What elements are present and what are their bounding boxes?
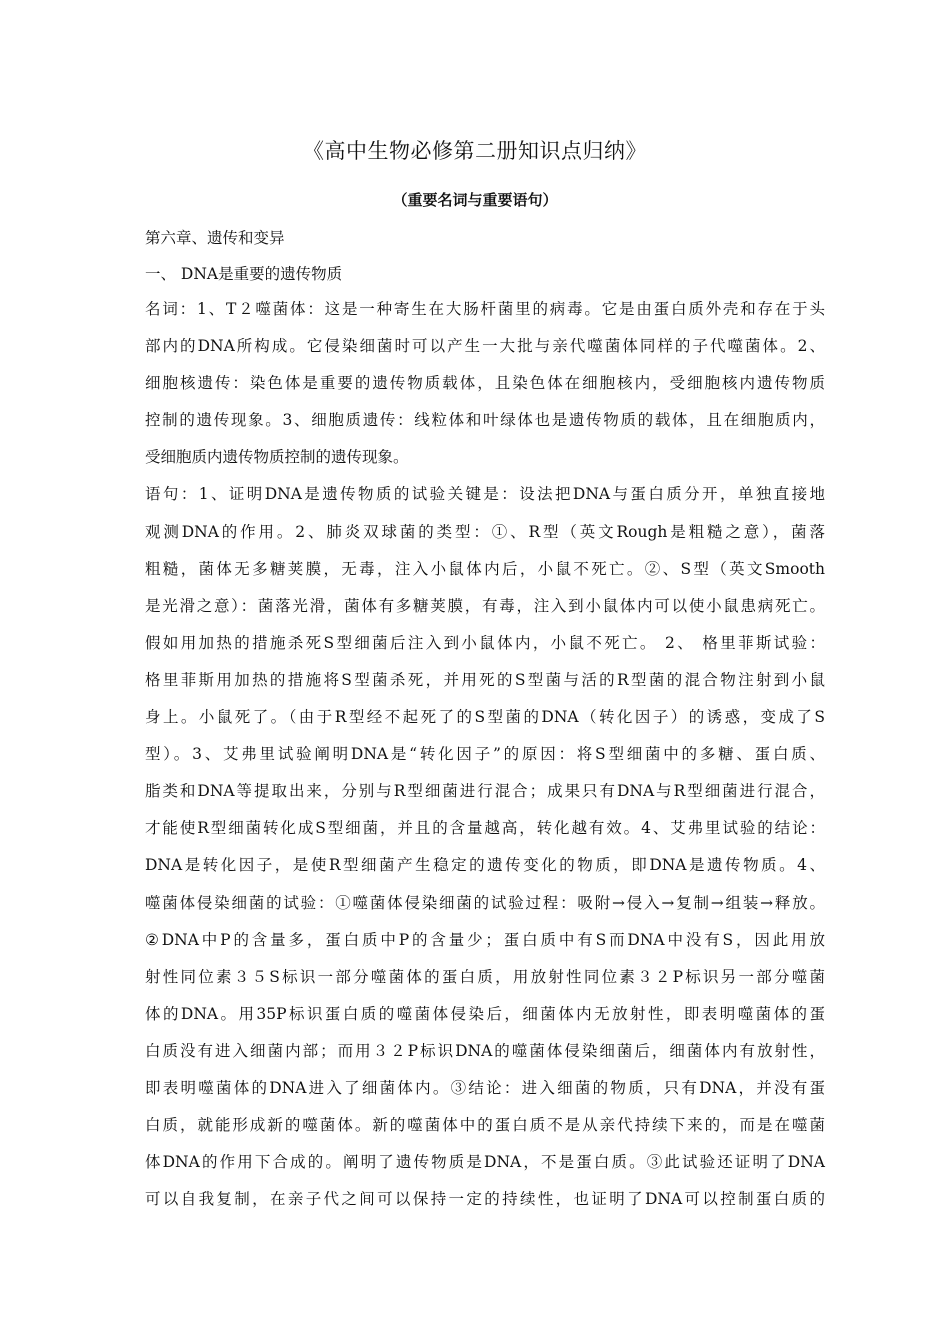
text-line: 白质，就能形成新的噬菌体。新的噬菌体中的蛋白质不是从亲代持续下来的，而是在噬菌 [145, 1116, 825, 1135]
text-line: 身上。小鼠死了。（由于R型经不起死了的S型菌的DNA（转化因子）的诱惑，变成了S [145, 708, 825, 727]
text-line: 脂类和DNA等提取出来，分别与R型细菌进行混合；成果只有DNA与R型细菌进行混合， [145, 782, 825, 801]
text-line: 射性同位素３５S标识一部分噬菌体的蛋白质，用放射性同位素３２P标识另一部分噬菌 [145, 967, 825, 986]
text-line: 即表明噬菌体的DNA进入了细菌体内。③结论：进入细菌的物质，只有DNA，并没有蛋 [145, 1078, 825, 1097]
text-line: 才能使R型细菌转化成S型细菌，并且的含量越高，转化越有效。4、艾弗里试验的结论： [145, 819, 825, 838]
chapter-heading: 第六章、遗传和变异 [145, 229, 285, 247]
text-line: 格里菲斯用加热的措施将S型菌杀死，并用死的S型菌与活的R型菌的混合物注射到小鼠 [145, 670, 825, 689]
text-line: 假如用加热的措施杀死S型细菌后注入到小鼠体内，小鼠不死亡。 2、 格里菲斯试验： [145, 633, 825, 652]
text-line: 白质没有进入细菌内部；而用３２P标识DNA的噬菌体侵染细菌后，细菌体内有放射性， [145, 1041, 825, 1060]
text-line: 体DNA的作用下合成的。阐明了遗传物质是DNA，不是蛋白质。③此试验还证明了DNA [145, 1153, 825, 1172]
document-title: 《高中生物必修第二册知识点归纳》 [303, 139, 647, 163]
text-line: ②DNA中P的含量多，蛋白质中P的含量少；蛋白质中有S而DNA中没有S，因此用放 [145, 930, 825, 949]
text-line: 体的DNA。用35P标识蛋白质的噬菌体侵染后，细菌体内无放射性，即表明噬菌体的蛋 [145, 1004, 825, 1023]
text-line: 观测DNA的作用。2、肺炎双球菌的类型：①、R型（英文Rough是粗糙之意），菌落 [145, 522, 825, 541]
text-line: 名词：1、T２噬菌体：这是一种寄生在大肠杆菌里的病毒。它是由蛋白质外壳和存在于头 [145, 300, 825, 318]
document-subtitle: （重要名词与重要语句） [392, 191, 558, 209]
text-line: 部内的DNA所构成。它侵染细菌时可以产生一大批与亲代噬菌体同样的子代噬菌体。2、 [145, 337, 825, 356]
text-line: 语句：1、证明DNA是遗传物质的试验关键是：设法把DNA与蛋白质分开，单独直接地 [145, 485, 825, 504]
body-text [145, 297, 825, 1224]
text-line: 细胞核遗传：染色体是重要的遗传物质载体，且染色体在细胞核内，受细胞核内遗传物质 [145, 374, 825, 393]
text-line: DNA是转化因子，是使R型细菌产生稳定的遗传变化的物质，即DNA是遗传物质。4、 [145, 856, 825, 875]
text-line: 粗糙，菌体无多糖荚膜，无毒，注入小鼠体内后，小鼠不死亡。②、S型（英文Smooth [145, 559, 825, 578]
text-line: 受细胞质内遗传物质控制的遗传现象。 [145, 448, 409, 467]
text-line: 是光滑之意）：菌落光滑，菌体有多糖荚膜，有毒，注入到小鼠体内可以使小鼠患病死亡。 [145, 596, 825, 615]
text-line: 噬菌体侵染细菌的试验：①噬菌体侵染细菌的试验过程：吸附→侵入→复制→组装→释放。 [145, 893, 825, 912]
text-line: 控制的遗传现象。3、细胞质遗传：线粒体和叶绿体也是遗传物质的载体，且在细胞质内， [145, 411, 825, 430]
section-heading: 一、 DNA是重要的遗传物质 [145, 265, 343, 283]
text-line: 可以自我复制，在亲子代之间可以保持一定的持续性，也证明了DNA可以控制蛋白质的 [145, 1190, 825, 1209]
text-line: 型）。3、艾弗里试验阐明DNA是“转化因子”的原因：将S型细菌中的多糖、蛋白质、 [145, 745, 825, 764]
